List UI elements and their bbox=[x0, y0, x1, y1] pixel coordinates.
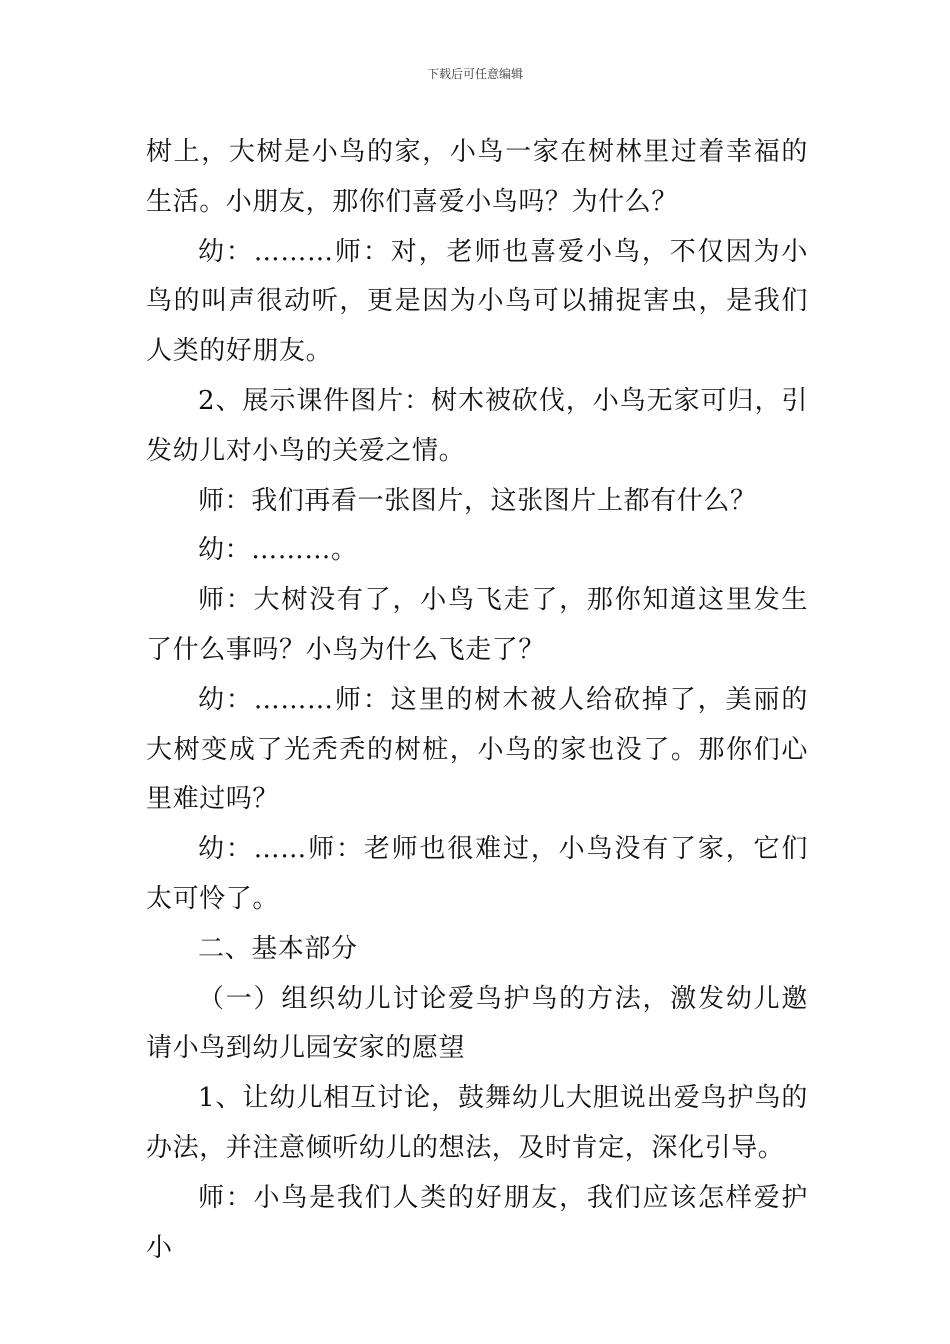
paragraph: 师：我们再看一张图片，这张图片上都有什么？ bbox=[198, 485, 757, 516]
paragraph: 1、让幼儿相互讨论，鼓舞幼儿大胆说出爱鸟护鸟的办法，并注意倾听幼儿的想法，及时肯定，深化引导。 bbox=[146, 1083, 808, 1163]
page-header: 下载后可任意编辑 bbox=[426, 67, 523, 81]
paragraph: 幼：………师：对，老师也喜爱小鸟，不仅因为小鸟的叫声很动听，更是因为小鸟可以捕捉害虫，是我们人类的好朋友。 bbox=[146, 236, 808, 367]
document-body bbox=[146, 128, 808, 1273]
paragraph: 师：大树没有了，小鸟飞走了，那你知道这里发生了什么事吗？小鸟为什么飞走了？ bbox=[146, 585, 808, 665]
paragraph: 2、展示课件图片：树木被砍伐，小鸟无家可归，引发幼儿对小鸟的关爱之情。 bbox=[146, 385, 808, 466]
paragraph: 师：小鸟是我们人类的好朋友，我们应该怎样爱护小 bbox=[146, 1182, 808, 1263]
section-heading: 二、基本部分 bbox=[198, 933, 358, 964]
paragraph: 幼：……师：老师也很难过，小鸟没有了家，它们太可怜了。 bbox=[146, 834, 808, 914]
subsection-heading: （一）组织幼儿讨论爱鸟护鸟的方法，激发幼儿邀请小鸟到幼儿园安家的愿望 bbox=[146, 983, 808, 1064]
paragraph: 幼：………。 bbox=[198, 535, 358, 566]
paragraph: 幼：………师：这里的树木被人给砍掉了，美丽的大树变成了光秃秃的树桩，小鸟的家也没了。那你们心里难过吗？ bbox=[146, 684, 808, 815]
paragraph: 树上，大树是小鸟的家，小鸟一家在树林里过着幸福的生活。小朋友，那你们喜爱小鸟吗？为什么？ bbox=[146, 137, 808, 217]
